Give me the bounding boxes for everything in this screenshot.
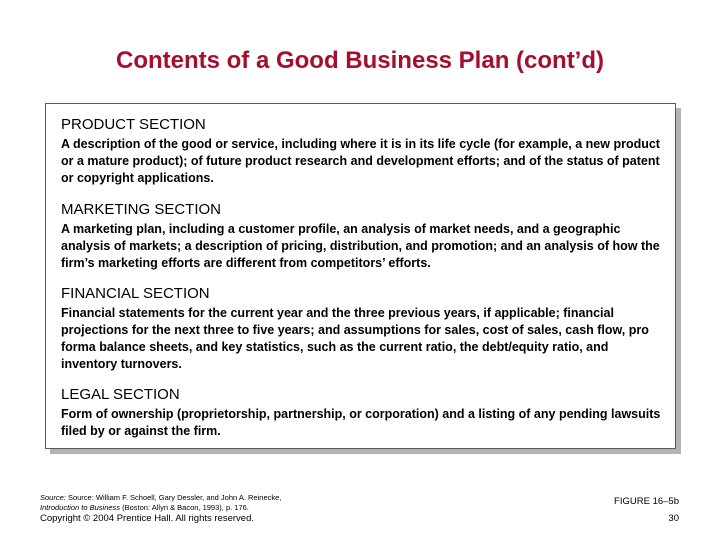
page-number: 30 xyxy=(668,513,679,524)
source-authors: Source: William F. Schoell, Gary Dessler, and John A. Reinecke, xyxy=(65,493,282,502)
section-body: A description of the good or service, including where it is in its life cycle (for example, a new product or a mature product); of future product research and development efforts; and of the status of patent or copyright applications. xyxy=(61,137,660,185)
financial-section xyxy=(61,285,661,373)
section-heading: LEGAL SECTION xyxy=(61,386,180,403)
section-body: Form of ownership (proprietorship, partnership, or corporation) and a listing of any pending lawsuits filed by or against the firm. xyxy=(61,407,661,438)
section-body: Financial statements for the current year and the three previous years, if applicable; financial projections for the next three to five years; and assumptions for sales, cost of sales, cash flow, pro forma balance sheets, and key statistics, such as the current ratio, the debt/equity ratio, and inventory turnovers. xyxy=(61,306,649,371)
section-body: A marketing plan, including a customer profile, an analysis of market needs, and a geographic analysis of markets; a description of pricing, distribution, and promotion; and an analysis of how the firm’s marketing efforts are different from competitors’ efforts. xyxy=(61,222,660,270)
source-publication: (Boston: Allyn & Bacon, 1993), p. 176. xyxy=(120,503,249,512)
marketing-section xyxy=(61,201,661,272)
content-panel xyxy=(45,103,676,449)
source-book-title: Introduction to Business xyxy=(40,503,121,512)
section-heading: MARKETING SECTION xyxy=(61,201,222,218)
slide-title: Contents of a Good Business Plan (cont’d) xyxy=(115,47,604,74)
product-section xyxy=(61,116,661,187)
source-citation xyxy=(40,493,370,513)
figure-label: FIGURE 16–5b xyxy=(614,496,679,507)
section-heading: PRODUCT SECTION xyxy=(61,116,206,133)
copyright-notice: Copyright © 2004 Prentice Hall. All rights reserved. xyxy=(40,513,254,524)
legal-section xyxy=(61,386,661,440)
section-heading: FINANCIAL SECTION xyxy=(61,285,210,302)
source-label: Source: xyxy=(40,493,66,502)
